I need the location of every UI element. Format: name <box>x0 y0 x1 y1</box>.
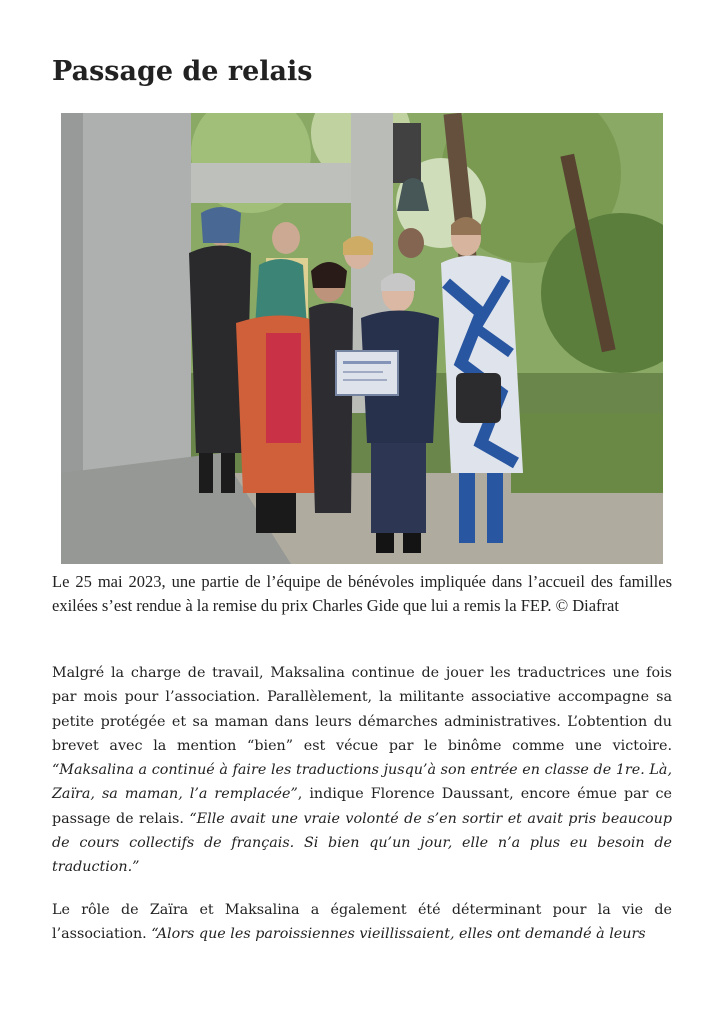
paragraph-1-text-2: , indique Florence Daussant, encore émue par ce passage de relais. <box>52 786 672 827</box>
paragraph-2-quote-1: “Alors que les paroissiennes vieillissaient, elles ont demandé à leurs <box>151 926 646 943</box>
paragraph-2-text-1: Le rôle de Zaïra et Maksalina a également été déterminant pour la vie de l’association. <box>52 902 672 943</box>
paragraph-1-quote-1: “Maksalina a continué à faire les traductions jusqu’à son entrée en classe de 1re. Là, Zaïra, sa maman, l’a remplacée” <box>52 762 672 803</box>
body-paragraph-2 <box>52 898 672 947</box>
paragraph-1-quote-2: “Elle avait une vraie volonté de s’en sortir et avait pris beaucoup de cours collectifs de français. Si bien qu’un jour, elle n’a plus eu besoin de traduction.” <box>52 810 672 876</box>
group-photo <box>61 113 663 564</box>
body-paragraph-1 <box>52 661 672 880</box>
article-title: Passage de relais <box>52 56 313 87</box>
photo-caption: Le 25 mai 2023, une partie de l’équipe de bénévoles impliquée dans l’accueil des familles exilées s’est rendue à la remise du prix Charles Gide que lui a remis la FEP. © Diafrat <box>52 572 672 616</box>
paragraph-1-text-1: Malgré la charge de travail, Maksalina continue de jouer les traductrices une fois par mois pour l’association. Parallèlement, la militante associative accompagne sa petite protégée et sa maman dans leurs démarches administratives. L’obtention du brevet avec la mention “bien” est vécue par le binôme comme une victoire. <box>52 665 672 754</box>
